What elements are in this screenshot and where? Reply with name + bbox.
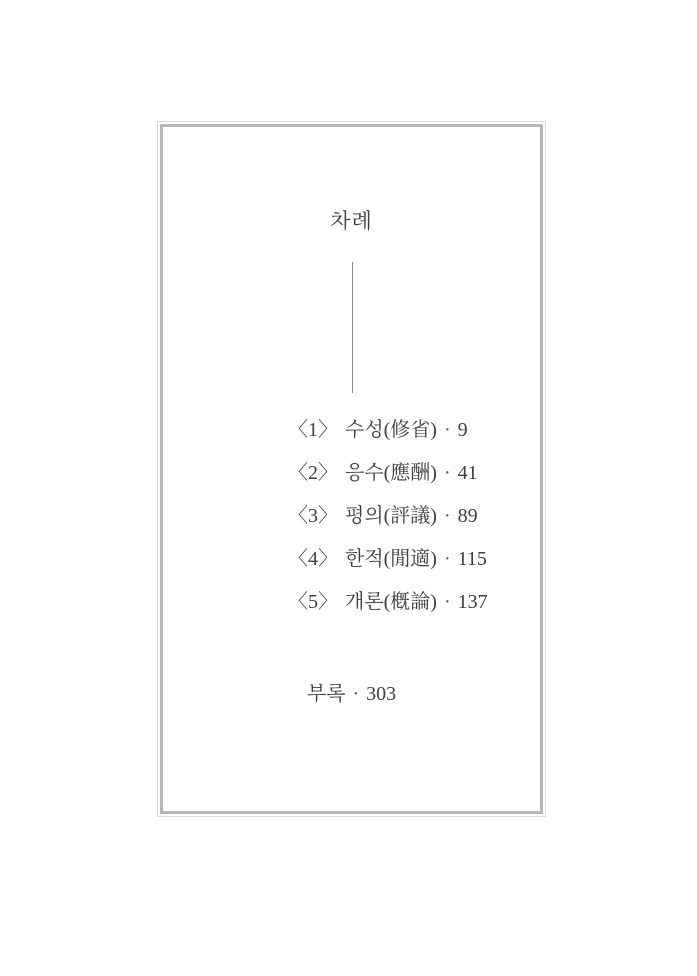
toc-item-separator: · bbox=[443, 419, 451, 441]
appendix-page: 303 bbox=[366, 683, 397, 705]
appendix-title: 부록 bbox=[306, 683, 346, 705]
toc-item-separator: · bbox=[443, 505, 451, 527]
toc-item-page: 89 bbox=[457, 505, 478, 527]
toc-item bbox=[288, 409, 488, 452]
page-border-inner bbox=[160, 124, 543, 814]
toc-item-number: 〈4〉 bbox=[288, 548, 338, 570]
toc-item-number: 〈5〉 bbox=[288, 591, 338, 613]
toc-item-title: 수성(修省) bbox=[345, 419, 437, 441]
toc-item-page: 9 bbox=[457, 419, 468, 441]
appendix-separator: · bbox=[352, 683, 360, 705]
toc-item-title: 평의(評議) bbox=[345, 505, 437, 527]
toc-item-title: 응수(應酬) bbox=[345, 462, 437, 484]
toc-item-number: 〈2〉 bbox=[288, 462, 338, 484]
page-border-frame bbox=[157, 121, 546, 817]
toc-item bbox=[288, 495, 488, 538]
toc-item-page: 115 bbox=[457, 548, 487, 570]
toc-item-title: 한적(閒適) bbox=[345, 548, 437, 570]
toc-item-separator: · bbox=[443, 462, 451, 484]
toc-item-page: 137 bbox=[457, 591, 488, 613]
appendix-line bbox=[163, 677, 540, 706]
toc-item bbox=[288, 581, 488, 624]
vertical-divider bbox=[352, 262, 353, 393]
toc-title: 차례 bbox=[330, 209, 373, 233]
toc-item bbox=[288, 452, 488, 495]
toc-item-separator: · bbox=[443, 591, 451, 613]
toc-item-separator: · bbox=[443, 548, 451, 570]
toc-item-number: 〈1〉 bbox=[288, 419, 338, 441]
toc-list bbox=[288, 409, 488, 624]
toc-item-number: 〈3〉 bbox=[288, 505, 338, 527]
toc-item-title: 개론(槪論) bbox=[345, 591, 437, 613]
toc-item-page: 41 bbox=[457, 462, 478, 484]
toc-item bbox=[288, 538, 488, 581]
